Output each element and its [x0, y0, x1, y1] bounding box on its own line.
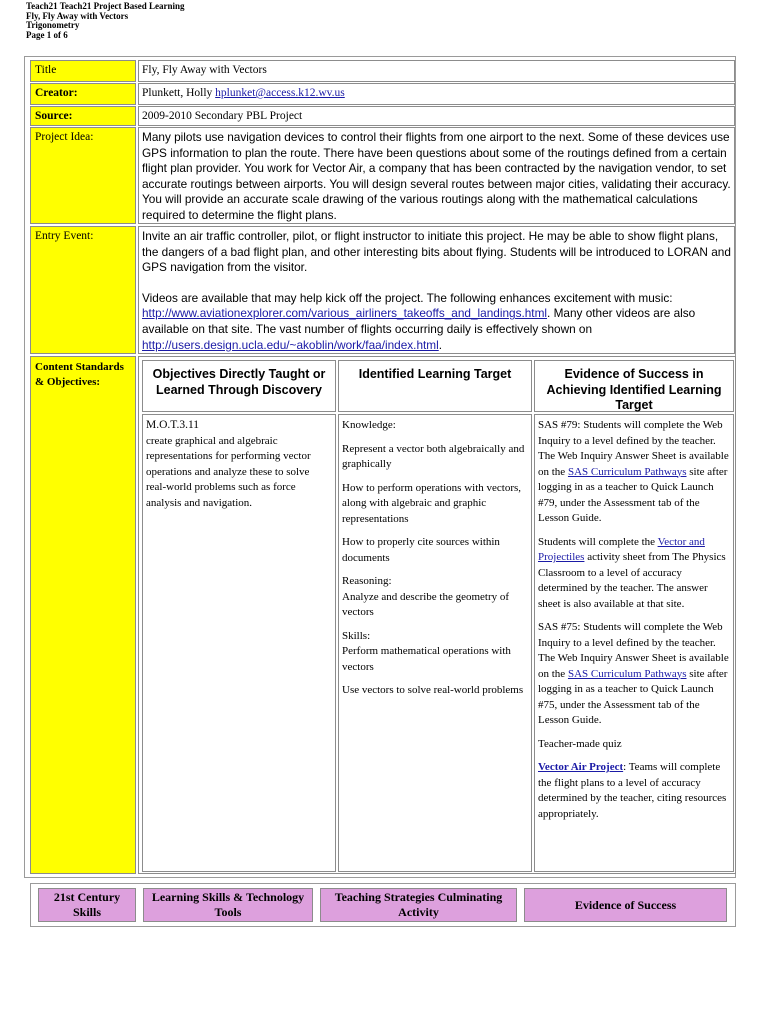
evidence-item — [538, 620, 730, 729]
target-item: Use vectors to solve real-world problems — [342, 684, 524, 696]
target-item: Analyze and describe the geometry of vectors — [342, 590, 510, 618]
evidence-text: SAS #75: Students will complete the Web Inquiry to a level defined by the teacher. The Web Inquiry Answer Sheet is available on the — [538, 621, 729, 680]
skills-heading: Skills: — [342, 629, 371, 642]
entry-label: Entry Event: — [30, 226, 136, 354]
evidence-text: : Teams will complete the flight plans to a level of accuracy determined by the teacher, citing resources appropriately. — [538, 761, 727, 820]
evidence-text: activity sheet from The Physics Classroom to a level of accuracy determined by the teacher. The answer sheet is also available at that site. — [538, 551, 726, 610]
ucla-faa-link[interactable]: http://users.design.ucla.edu/~akoblin/work/faa/index.html — [142, 337, 439, 352]
aviation-explorer-link[interactable]: http://www.aviationexplorer.com/various_airliners_takeoffs_and_landings.html — [142, 306, 548, 321]
evidence-text: SAS #79: Students will complete the Web Inquiry to a level defined by the teacher. The Web Inquiry Answer Sheet is available on the — [538, 419, 729, 478]
target-item: How to properly cite sources within documents — [342, 536, 500, 564]
entry-paragraph-videos — [142, 291, 731, 353]
evidence-item: Teacher-made quiz — [538, 737, 622, 750]
header-line: Fly, Fly Away with Vectors — [26, 10, 129, 21]
sas-pathways-link-2[interactable]: SAS Curriculum Pathways — [567, 667, 687, 680]
vector-air-project-link[interactable]: Vector Air Project — [538, 761, 624, 773]
evidence-text: Students will complete the — [538, 535, 656, 548]
title-value: Fly, Fly Away with Vectors — [138, 60, 735, 82]
reasoning-heading: Reasoning: — [342, 575, 392, 587]
evidence-item — [538, 418, 730, 527]
entry-value — [138, 226, 735, 354]
creator-email-link[interactable]: hplunket@access.k12.wv.us — [215, 87, 345, 99]
tools-header: Learning Skills & Technology Tools — [143, 888, 313, 922]
evidence-header: Evidence of Success — [524, 888, 727, 922]
sas-pathways-link[interactable]: SAS Curriculum Pathways — [567, 465, 687, 478]
evidence-item — [538, 760, 730, 822]
target-item: How to perform operations with vectors, along with algebraic and graphic representations — [342, 481, 522, 525]
entry-paragraph: Invite an air traffic controller, pilot, or flight instructor to initiate this project. He may be able to show flight plans, the dangers of a bad flight plan, and other interesting bits about flying. Students will be introduced to LORAN and GPS navigation from the visitor. — [142, 229, 731, 275]
header-line: Trigonometry — [26, 20, 80, 30]
content-label: Content Standards & Objectives: — [30, 356, 136, 874]
source-value: 2009-2010 Secondary PBL Project — [138, 106, 735, 126]
entry-text: Videos are available that may help kick off the project. The following enhances excitement with music: — [142, 290, 673, 305]
col3-cell — [534, 414, 734, 872]
idea-label: Project Idea: — [30, 127, 136, 224]
title-label: Title — [30, 60, 136, 82]
idea-value: Many pilots use navigation devices to control their flights from one airport to the next. Some of these devices use GPS information to plan the route. There have been questions about some of the routings defined from a certain flight plan provider. You work for Vector Air, a company that has been contracted by the navigation vendor, to set accurate routings between airports. You will design several routes between major cities, validating their accuracy. You will provide an accurate scale drawing of the various routings along with the mathematical calculations required to determine the flight plans. — [138, 127, 735, 224]
knowledge-heading: Knowledge: — [342, 419, 396, 431]
creator-value — [138, 83, 735, 105]
entry-text: . — [438, 337, 443, 352]
objective-text: create graphical and algebraic representations for performing vector operations and analyze these to solve real-world problems such as force analysis and navigation. — [146, 434, 311, 509]
entry-text: . Many other videos are also available on that site. The vast number of flights occurring daily is effectively shown on — [142, 306, 696, 336]
strategies-header: Teaching Strategies Culminating Activity — [320, 888, 517, 922]
creator-label: Creator: — [30, 83, 136, 105]
target-item: Represent a vector both algebraically and graphically — [342, 442, 525, 470]
vector-projectiles-link[interactable]: Vector and Projectiles — [538, 535, 705, 563]
objective-code: M.O.T.3.11 — [146, 419, 200, 431]
source-label: Source: — [30, 106, 136, 126]
col2-cell — [338, 414, 532, 872]
target-item: Perform mathematical operations with vectors — [342, 645, 511, 673]
col1-header: Objectives Directly Taught or Learned Through Discovery — [142, 360, 336, 412]
evidence-text: site after logging in as a teacher to Quick Launch #79, under the Assessment tab of the Lesson Guide. — [538, 465, 728, 524]
skills-header: 21st Century Skills — [38, 888, 136, 922]
col1-cell — [142, 414, 336, 872]
creator-name: Plunkett, Holly — [142, 87, 213, 99]
evidence-text: site after logging in as a teacher to Quick Launch #75, under the Assessment tab of the Lesson Guide. — [538, 667, 728, 726]
col2-header: Identified Learning Target — [338, 360, 532, 412]
header-line: Page 1 of 6 — [26, 29, 68, 40]
evidence-item — [538, 535, 730, 613]
col3-header: Evidence of Success in Achieving Identified Learning Target — [534, 360, 734, 412]
page-header — [26, 2, 185, 40]
header-line: Teach21 Teach21 Project Based Learning — [26, 1, 185, 11]
